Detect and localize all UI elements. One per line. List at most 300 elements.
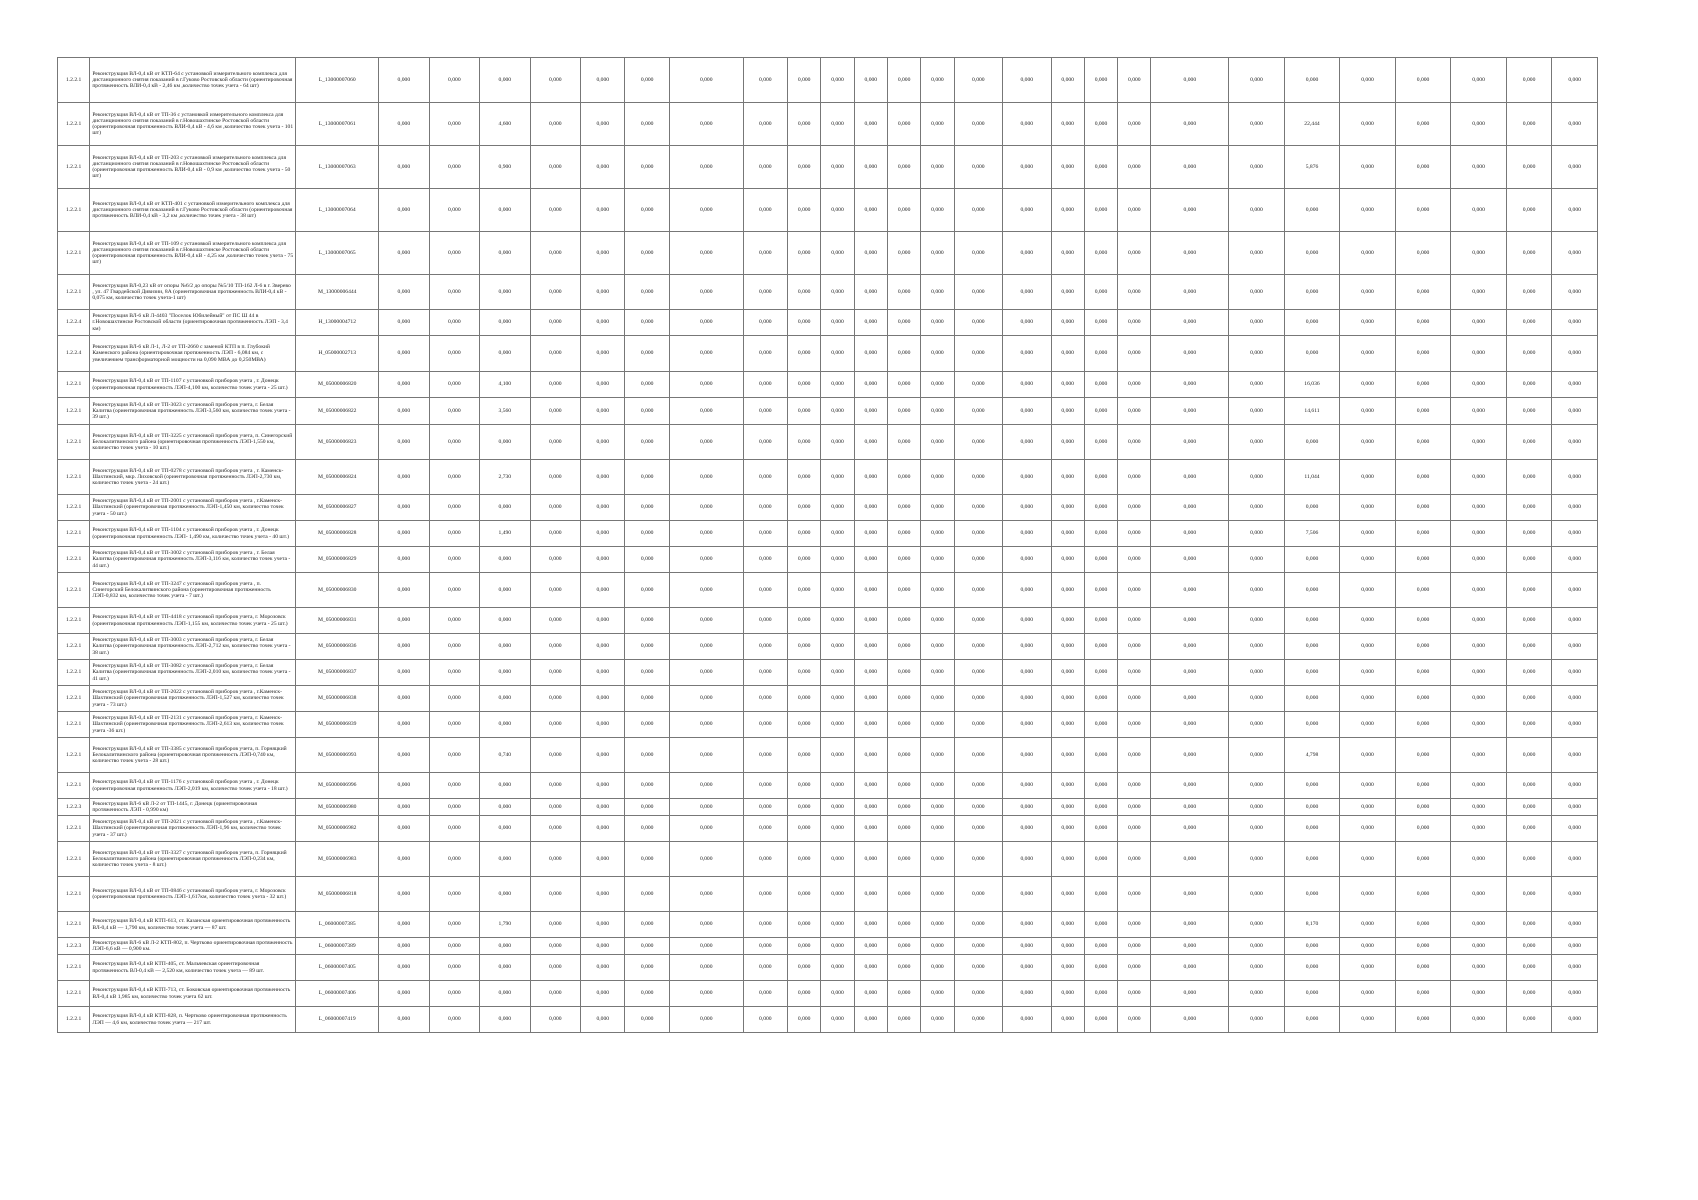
value-cell: 0,000 bbox=[480, 981, 530, 1007]
value-cell: 0,000 bbox=[379, 816, 429, 842]
value-cell: 0,000 bbox=[743, 189, 787, 232]
value-cell: 0,000 bbox=[669, 146, 743, 189]
value-cell: 0,000 bbox=[429, 372, 479, 398]
project-code: M_05000006822 bbox=[296, 398, 379, 425]
value-cell: 0,000 bbox=[788, 738, 821, 773]
value-cell: 16,036 bbox=[1284, 372, 1340, 398]
value-cell: 0,000 bbox=[625, 912, 669, 938]
value-cell: 0,000 bbox=[1552, 189, 1598, 232]
value-cell: 0,000 bbox=[530, 938, 580, 955]
project-description: Реконструкция ВЛ-0,4 кВ КТП-828, п. Чертково ориентировочная протяженность ЛЭП — 4,6 км, количество точек учета — 217 шт. bbox=[90, 1007, 296, 1033]
value-cell: 0,000 bbox=[1451, 738, 1507, 773]
value-cell: 0,000 bbox=[1003, 310, 1051, 336]
value-cell: 0,000 bbox=[625, 634, 669, 660]
value-cell: 0,000 bbox=[1284, 547, 1340, 573]
value-cell: 0,000 bbox=[480, 842, 530, 877]
value-cell: 0,000 bbox=[821, 712, 854, 738]
value-cell: 0,000 bbox=[954, 547, 1002, 573]
value-cell: 0,000 bbox=[1395, 103, 1451, 146]
value-cell: 0,000 bbox=[921, 58, 954, 103]
value-cell: 0,000 bbox=[625, 877, 669, 912]
value-cell: 0,000 bbox=[921, 955, 954, 981]
value-cell: 0,000 bbox=[1451, 103, 1507, 146]
value-cell: 0,000 bbox=[854, 799, 887, 816]
table-row bbox=[58, 912, 1598, 938]
value-cell: 0,000 bbox=[480, 686, 530, 712]
value-cell: 0,000 bbox=[1051, 189, 1084, 232]
value-cell: 0,000 bbox=[429, 877, 479, 912]
value-cell: 0,000 bbox=[669, 712, 743, 738]
value-cell: 0,000 bbox=[1118, 275, 1151, 310]
value-cell: 0,000 bbox=[854, 712, 887, 738]
value-cell: 0,000 bbox=[1506, 981, 1551, 1007]
row-number: 1.2.2.1 bbox=[58, 877, 90, 912]
value-cell: 0,000 bbox=[581, 1007, 625, 1033]
value-cell: 0,000 bbox=[581, 955, 625, 981]
value-cell: 0,000 bbox=[921, 521, 954, 547]
value-cell: 0,000 bbox=[480, 310, 530, 336]
value-cell: 0,000 bbox=[1506, 58, 1551, 103]
value-cell: 0,000 bbox=[1284, 773, 1340, 799]
value-cell: 0,000 bbox=[1118, 799, 1151, 816]
value-cell: 0,000 bbox=[625, 842, 669, 877]
value-cell: 0,000 bbox=[1229, 816, 1285, 842]
project-code: M_05000006993 bbox=[296, 738, 379, 773]
value-cell: 0,000 bbox=[1229, 336, 1285, 372]
value-cell: 0,000 bbox=[379, 103, 429, 146]
value-cell: 0,000 bbox=[1151, 547, 1229, 573]
value-cell: 0,000 bbox=[954, 58, 1002, 103]
table-row bbox=[58, 842, 1598, 877]
value-cell: 0,000 bbox=[1506, 232, 1551, 275]
value-cell: 0,000 bbox=[1003, 877, 1051, 912]
value-cell: 0,000 bbox=[669, 336, 743, 372]
value-cell: 0,000 bbox=[788, 1007, 821, 1033]
value-cell: 0,000 bbox=[1451, 336, 1507, 372]
value-cell: 2,730 bbox=[480, 460, 530, 495]
value-cell: 0,000 bbox=[743, 425, 787, 460]
table-row bbox=[58, 955, 1598, 981]
value-cell: 0,000 bbox=[1151, 232, 1229, 275]
value-cell: 0,000 bbox=[743, 660, 787, 686]
value-cell: 0,000 bbox=[379, 58, 429, 103]
row-number: 1.2.2.1 bbox=[58, 460, 90, 495]
value-cell: 0,000 bbox=[788, 146, 821, 189]
value-cell: 0,000 bbox=[1395, 460, 1451, 495]
value-cell: 0,000 bbox=[581, 310, 625, 336]
value-cell: 0,000 bbox=[1151, 877, 1229, 912]
value-cell: 0,000 bbox=[1395, 425, 1451, 460]
value-cell: 0,000 bbox=[887, 398, 920, 425]
value-cell: 0,000 bbox=[1151, 146, 1229, 189]
value-cell: 0,000 bbox=[1151, 275, 1229, 310]
value-cell: 0,000 bbox=[1451, 398, 1507, 425]
value-cell: 0,000 bbox=[954, 146, 1002, 189]
value-cell: 0,000 bbox=[887, 146, 920, 189]
value-cell: 0,000 bbox=[1284, 799, 1340, 816]
value-cell: 0,000 bbox=[530, 460, 580, 495]
row-number: 1.2.2.1 bbox=[58, 547, 90, 573]
value-cell: 0,000 bbox=[854, 372, 887, 398]
project-description: Реконструкция ВЛ-6 кВ Л-4403 "Поселок Юбилейный" от ПС Ш 44 в г.Новошахтинске Ростовской области (ориентировочная протяженность ЛЭП - 3,4 км) bbox=[90, 310, 296, 336]
value-cell: 0,000 bbox=[1451, 634, 1507, 660]
value-cell: 0,000 bbox=[1506, 425, 1551, 460]
value-cell: 0,000 bbox=[581, 712, 625, 738]
value-cell: 0,000 bbox=[1395, 938, 1451, 955]
value-cell: 0,000 bbox=[1118, 816, 1151, 842]
value-cell: 0,000 bbox=[821, 372, 854, 398]
project-code: M_05000006982 bbox=[296, 816, 379, 842]
value-cell: 0,000 bbox=[429, 495, 479, 521]
value-cell: 0,000 bbox=[887, 275, 920, 310]
table-row bbox=[58, 372, 1598, 398]
value-cell: 0,900 bbox=[480, 146, 530, 189]
value-cell: 0,000 bbox=[480, 938, 530, 955]
value-cell: 0,000 bbox=[429, 634, 479, 660]
value-cell: 0,000 bbox=[743, 275, 787, 310]
value-cell: 0,000 bbox=[1451, 372, 1507, 398]
value-cell: 0,000 bbox=[821, 773, 854, 799]
value-cell: 0,000 bbox=[530, 686, 580, 712]
value-cell: 0,000 bbox=[1229, 573, 1285, 608]
value-cell: 0,000 bbox=[1451, 955, 1507, 981]
value-cell: 0,000 bbox=[379, 310, 429, 336]
value-cell: 0,000 bbox=[581, 398, 625, 425]
row-number: 1.2.2.4 bbox=[58, 310, 90, 336]
value-cell: 0,000 bbox=[788, 495, 821, 521]
value-cell: 0,000 bbox=[921, 547, 954, 573]
value-cell: 0,000 bbox=[921, 372, 954, 398]
value-cell: 0,000 bbox=[887, 816, 920, 842]
value-cell: 0,000 bbox=[379, 842, 429, 877]
table-row bbox=[58, 712, 1598, 738]
value-cell: 0,000 bbox=[1552, 310, 1598, 336]
value-cell: 0,000 bbox=[887, 634, 920, 660]
value-cell: 0,000 bbox=[1118, 547, 1151, 573]
value-cell: 0,000 bbox=[1340, 842, 1396, 877]
value-cell: 0,000 bbox=[1340, 686, 1396, 712]
value-cell: 0,000 bbox=[1340, 1007, 1396, 1033]
value-cell: 0,000 bbox=[1284, 58, 1340, 103]
value-cell: 0,000 bbox=[954, 1007, 1002, 1033]
row-number: 1.2.2.1 bbox=[58, 495, 90, 521]
value-cell: 0,000 bbox=[1084, 495, 1117, 521]
value-cell: 0,000 bbox=[429, 842, 479, 877]
row-number: 1.2.2.1 bbox=[58, 103, 90, 146]
project-code: M_05000006824 bbox=[296, 460, 379, 495]
value-cell: 0,000 bbox=[1229, 938, 1285, 955]
value-cell: 0,000 bbox=[581, 912, 625, 938]
value-cell: 0,000 bbox=[1284, 232, 1340, 275]
value-cell: 0,000 bbox=[788, 981, 821, 1007]
value-cell: 0,000 bbox=[743, 372, 787, 398]
value-cell: 0,000 bbox=[1151, 310, 1229, 336]
value-cell: 0,000 bbox=[530, 336, 580, 372]
value-cell: 0,000 bbox=[530, 310, 580, 336]
value-cell: 0,000 bbox=[581, 336, 625, 372]
value-cell: 0,000 bbox=[743, 336, 787, 372]
value-cell: 0,000 bbox=[854, 275, 887, 310]
value-cell: 0,000 bbox=[669, 460, 743, 495]
value-cell: 0,000 bbox=[1451, 58, 1507, 103]
value-cell: 0,000 bbox=[854, 460, 887, 495]
value-cell: 0,000 bbox=[669, 310, 743, 336]
value-cell: 0,000 bbox=[1340, 521, 1396, 547]
value-cell: 0,000 bbox=[921, 495, 954, 521]
value-cell: 0,000 bbox=[379, 275, 429, 310]
value-cell: 0,000 bbox=[1340, 189, 1396, 232]
value-cell: 0,000 bbox=[1395, 877, 1451, 912]
value-cell: 0,000 bbox=[581, 372, 625, 398]
value-cell: 0,000 bbox=[581, 103, 625, 146]
table-row bbox=[58, 738, 1598, 773]
value-cell: 0,000 bbox=[1084, 842, 1117, 877]
value-cell: 0,000 bbox=[887, 232, 920, 275]
value-cell: 0,000 bbox=[379, 547, 429, 573]
value-cell: 0,000 bbox=[743, 460, 787, 495]
value-cell: 0,000 bbox=[821, 955, 854, 981]
value-cell: 0,000 bbox=[1451, 660, 1507, 686]
value-cell: 0,000 bbox=[1340, 398, 1396, 425]
value-cell: 0,000 bbox=[1340, 955, 1396, 981]
value-cell: 0,000 bbox=[1340, 912, 1396, 938]
value-cell: 0,000 bbox=[379, 738, 429, 773]
value-cell: 0,000 bbox=[743, 232, 787, 275]
value-cell: 0,000 bbox=[821, 660, 854, 686]
table-row bbox=[58, 521, 1598, 547]
value-cell: 0,000 bbox=[669, 232, 743, 275]
value-cell: 0,000 bbox=[429, 1007, 479, 1033]
value-cell: 0,000 bbox=[1118, 738, 1151, 773]
value-cell: 0,000 bbox=[954, 310, 1002, 336]
value-cell: 14,611 bbox=[1284, 398, 1340, 425]
value-cell: 0,000 bbox=[1151, 634, 1229, 660]
value-cell: 0,000 bbox=[921, 310, 954, 336]
value-cell: 0,000 bbox=[1084, 938, 1117, 955]
value-cell: 0,000 bbox=[429, 275, 479, 310]
value-cell: 0,000 bbox=[429, 103, 479, 146]
value-cell: 0,000 bbox=[1284, 955, 1340, 981]
value-cell: 0,000 bbox=[429, 799, 479, 816]
value-cell: 0,000 bbox=[669, 955, 743, 981]
value-cell: 0,000 bbox=[788, 372, 821, 398]
value-cell: 0,000 bbox=[1395, 232, 1451, 275]
value-cell: 0,000 bbox=[625, 573, 669, 608]
value-cell: 0,000 bbox=[1118, 842, 1151, 877]
value-cell: 0,000 bbox=[530, 189, 580, 232]
row-number: 1.2.2.1 bbox=[58, 189, 90, 232]
value-cell: 0,000 bbox=[1395, 573, 1451, 608]
value-cell: 0,000 bbox=[921, 738, 954, 773]
value-cell: 0,000 bbox=[743, 799, 787, 816]
value-cell: 0,000 bbox=[530, 981, 580, 1007]
value-cell: 0,000 bbox=[743, 103, 787, 146]
value-cell: 0,000 bbox=[1229, 712, 1285, 738]
value-cell: 0,000 bbox=[1340, 58, 1396, 103]
value-cell: 0,000 bbox=[1506, 573, 1551, 608]
value-cell: 0,000 bbox=[1003, 938, 1051, 955]
value-cell: 0,000 bbox=[788, 103, 821, 146]
value-cell: 0,000 bbox=[743, 573, 787, 608]
value-cell: 0,000 bbox=[1051, 573, 1084, 608]
value-cell: 0,000 bbox=[581, 799, 625, 816]
value-cell: 0,000 bbox=[379, 1007, 429, 1033]
value-cell: 0,000 bbox=[625, 189, 669, 232]
value-cell: 0,000 bbox=[1552, 634, 1598, 660]
value-cell: 0,000 bbox=[581, 660, 625, 686]
value-cell: 0,000 bbox=[954, 460, 1002, 495]
value-cell: 0,000 bbox=[1151, 686, 1229, 712]
value-cell: 0,000 bbox=[1284, 660, 1340, 686]
value-cell: 0,000 bbox=[1340, 275, 1396, 310]
value-cell: 0,000 bbox=[1084, 912, 1117, 938]
value-cell: 0,000 bbox=[821, 938, 854, 955]
value-cell: 0,000 bbox=[1118, 146, 1151, 189]
value-cell: 0,000 bbox=[1395, 310, 1451, 336]
table-row bbox=[58, 146, 1598, 189]
value-cell: 0,000 bbox=[788, 398, 821, 425]
value-cell: 0,000 bbox=[1451, 712, 1507, 738]
value-cell: 0,000 bbox=[1284, 712, 1340, 738]
value-cell: 0,000 bbox=[429, 58, 479, 103]
investment-table bbox=[57, 57, 1598, 1033]
value-cell: 0,000 bbox=[788, 275, 821, 310]
value-cell: 0,000 bbox=[887, 712, 920, 738]
value-cell: 0,000 bbox=[1340, 103, 1396, 146]
value-cell: 0,000 bbox=[669, 842, 743, 877]
value-cell: 0,000 bbox=[921, 712, 954, 738]
value-cell: 0,000 bbox=[1229, 608, 1285, 634]
value-cell: 0,000 bbox=[581, 608, 625, 634]
value-cell: 0,000 bbox=[921, 842, 954, 877]
table-row bbox=[58, 660, 1598, 686]
value-cell: 0,000 bbox=[921, 1007, 954, 1033]
value-cell: 0,000 bbox=[743, 738, 787, 773]
value-cell: 0,000 bbox=[1395, 842, 1451, 877]
value-cell: 0,000 bbox=[1229, 425, 1285, 460]
project-code: L_13000007064 bbox=[296, 189, 379, 232]
value-cell: 0,000 bbox=[429, 146, 479, 189]
value-cell: 0,000 bbox=[1552, 460, 1598, 495]
project-code: M_05000006839 bbox=[296, 712, 379, 738]
value-cell: 0,000 bbox=[1395, 955, 1451, 981]
value-cell: 0,000 bbox=[854, 103, 887, 146]
value-cell: 0,000 bbox=[1003, 398, 1051, 425]
row-number: 1.2.2.1 bbox=[58, 816, 90, 842]
project-code: M_05000006983 bbox=[296, 842, 379, 877]
value-cell: 0,000 bbox=[1395, 521, 1451, 547]
value-cell: 0,000 bbox=[429, 232, 479, 275]
project-description: Реконструкция ВЛ-0,4 кВ от ТП-3023 с установкой приборов учета, г. Белая Калитва (ориентировочная протяженность ЛЭП-3,560 км, количество точек учета - 39 шт.) bbox=[90, 398, 296, 425]
value-cell: 0,000 bbox=[1051, 712, 1084, 738]
value-cell: 0,000 bbox=[854, 773, 887, 799]
value-cell: 0,000 bbox=[743, 547, 787, 573]
value-cell: 0,000 bbox=[1451, 938, 1507, 955]
value-cell: 0,000 bbox=[1084, 799, 1117, 816]
project-code: M_05000006980 bbox=[296, 799, 379, 816]
value-cell: 0,000 bbox=[379, 232, 429, 275]
table-row bbox=[58, 1007, 1598, 1033]
value-cell: 0,000 bbox=[1084, 103, 1117, 146]
value-cell: 0,000 bbox=[887, 336, 920, 372]
value-cell: 0,000 bbox=[581, 58, 625, 103]
project-code: H_13000004712 bbox=[296, 310, 379, 336]
project-code: M_05000006829 bbox=[296, 547, 379, 573]
value-cell: 0,000 bbox=[625, 521, 669, 547]
value-cell: 0,000 bbox=[379, 425, 429, 460]
value-cell: 0,000 bbox=[1340, 877, 1396, 912]
value-cell: 0,000 bbox=[625, 981, 669, 1007]
value-cell: 0,000 bbox=[1151, 738, 1229, 773]
value-cell: 0,000 bbox=[821, 425, 854, 460]
value-cell: 0,000 bbox=[1003, 608, 1051, 634]
value-cell: 0,000 bbox=[480, 495, 530, 521]
value-cell: 0,000 bbox=[625, 938, 669, 955]
value-cell: 0,000 bbox=[788, 912, 821, 938]
value-cell: 0,000 bbox=[921, 608, 954, 634]
value-cell: 0,000 bbox=[1084, 773, 1117, 799]
value-cell: 0,000 bbox=[379, 146, 429, 189]
value-cell: 0,000 bbox=[480, 816, 530, 842]
value-cell: 0,000 bbox=[1229, 799, 1285, 816]
value-cell: 0,000 bbox=[1118, 634, 1151, 660]
row-number: 1.2.2.1 bbox=[58, 773, 90, 799]
value-cell: 0,000 bbox=[1084, 146, 1117, 189]
value-cell: 0,000 bbox=[379, 398, 429, 425]
value-cell: 0,000 bbox=[1051, 799, 1084, 816]
value-cell: 0,000 bbox=[954, 189, 1002, 232]
value-cell: 0,000 bbox=[530, 608, 580, 634]
value-cell: 0,000 bbox=[1151, 773, 1229, 799]
value-cell: 0,000 bbox=[1118, 608, 1151, 634]
project-description: Реконструкция ВЛ-0,4 кВ от ТП-3327 с установкой приборов учета, п. Горняцкий Белокалитвинского района (ориентировочная протяженность ЛЭП-0,234 км, количество точек учета - 8 шт.) bbox=[90, 842, 296, 877]
value-cell: 0,000 bbox=[1229, 955, 1285, 981]
project-code: M_05000006827 bbox=[296, 495, 379, 521]
value-cell: 0,000 bbox=[921, 232, 954, 275]
value-cell: 0,000 bbox=[954, 634, 1002, 660]
value-cell: 0,000 bbox=[1051, 310, 1084, 336]
value-cell: 0,000 bbox=[1552, 842, 1598, 877]
value-cell: 0,000 bbox=[921, 103, 954, 146]
value-cell: 0,000 bbox=[743, 686, 787, 712]
value-cell: 0,000 bbox=[1284, 310, 1340, 336]
value-cell: 0,000 bbox=[1051, 842, 1084, 877]
project-description: Реконструкция ВЛ-0,4 кВ от ТП-3082 с установкой приборов учета, г. Белая Калитва (ориентировочная протяженность ЛЭП-2,010 км, количество точек учета - 41 шт.) bbox=[90, 660, 296, 686]
value-cell: 0,000 bbox=[921, 634, 954, 660]
value-cell: 0,000 bbox=[788, 460, 821, 495]
value-cell: 0,000 bbox=[1552, 955, 1598, 981]
value-cell: 0,000 bbox=[954, 495, 1002, 521]
value-cell: 0,000 bbox=[1084, 608, 1117, 634]
value-cell: 0,000 bbox=[1084, 686, 1117, 712]
value-cell: 0,000 bbox=[480, 1007, 530, 1033]
value-cell: 0,000 bbox=[788, 816, 821, 842]
value-cell: 0,000 bbox=[1003, 521, 1051, 547]
value-cell: 0,000 bbox=[1552, 816, 1598, 842]
value-cell: 0,000 bbox=[954, 955, 1002, 981]
value-cell: 0,000 bbox=[1151, 842, 1229, 877]
table-row bbox=[58, 425, 1598, 460]
value-cell: 0,000 bbox=[530, 634, 580, 660]
value-cell: 0,000 bbox=[821, 275, 854, 310]
project-code: L_13000007065 bbox=[296, 232, 379, 275]
value-cell: 0,000 bbox=[743, 981, 787, 1007]
value-cell: 0,000 bbox=[921, 799, 954, 816]
value-cell: 0,000 bbox=[1003, 189, 1051, 232]
value-cell: 0,000 bbox=[669, 660, 743, 686]
value-cell: 0,000 bbox=[954, 877, 1002, 912]
value-cell: 0,000 bbox=[954, 738, 1002, 773]
